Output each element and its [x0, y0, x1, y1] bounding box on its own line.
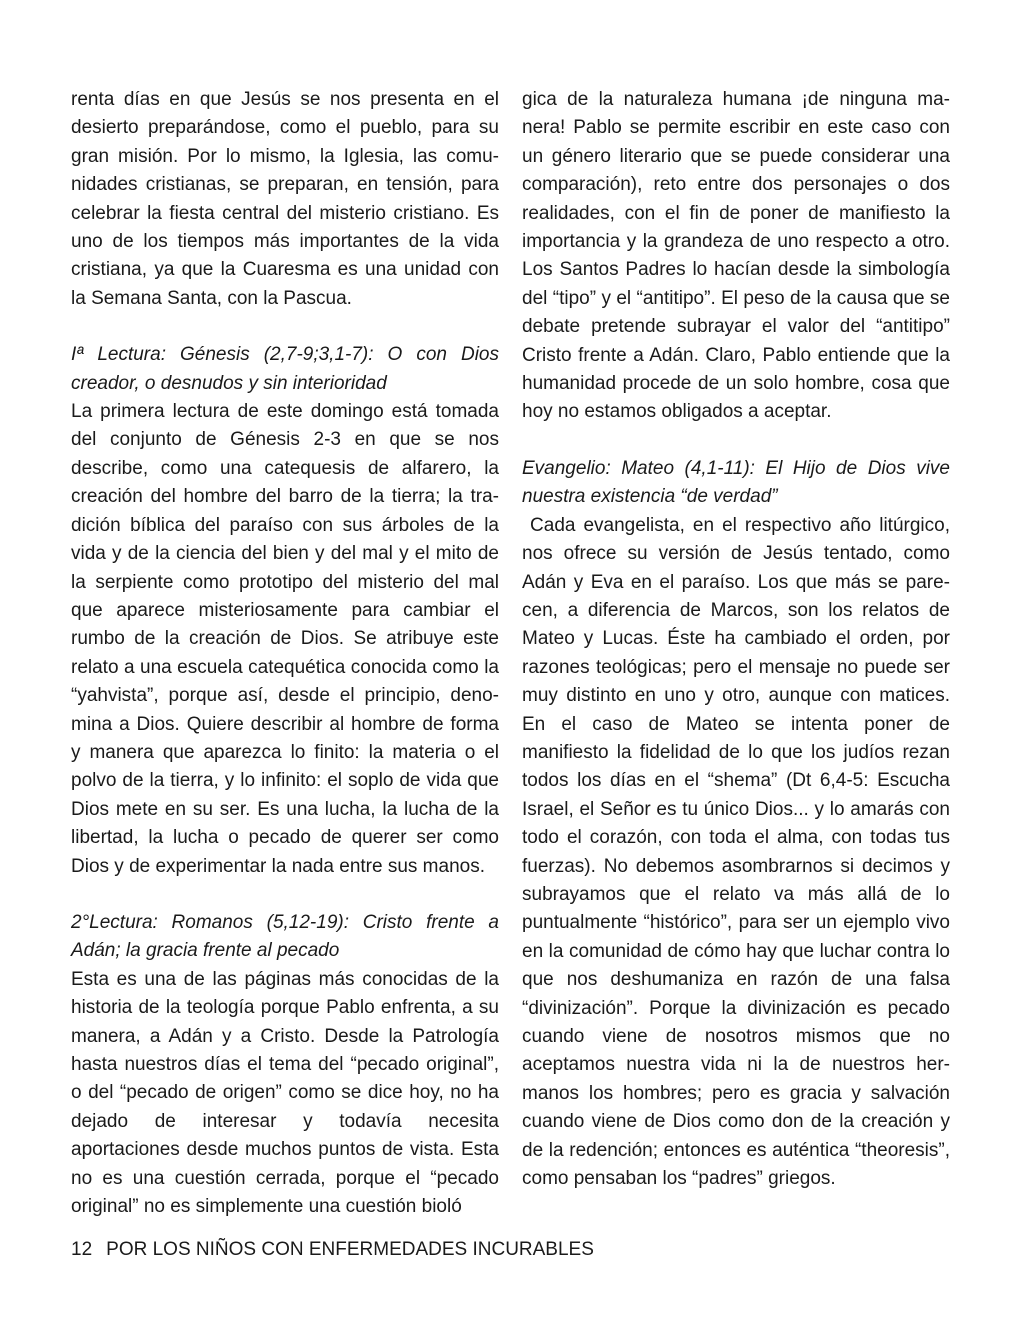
reading2-heading: 2°Lectura: Romanos (5,12-19): Cristo frente a Adán; la gracia frente al pecado: [71, 911, 499, 962]
running-title: POR LOS NIÑOS CON ENFERMEDADES INCURABLES: [106, 1239, 594, 1260]
reading2-continued-paragraph: gica de la naturaleza humana ¡de ninguna manera! Pablo se permite escribir en este caso con un género literario que se puede considerar una comparación), reto entre dos personajes o dos realidades, con el fin de poner de manifiesto la importancia y la grandeza de uno respecto a otro. Los Santos Padres lo hacían desde la simbología del “tipo” y el “antitipo”. El peso de la causa que se debate pretende subrayar el valor del “antitipo” Cristo frente a Adán. Claro, Pablo entiende que la humanidad procede de un solo hombre, cosa que hoy no estamos obligados a aceptar.: [522, 89, 950, 423]
page-footer: [71, 1236, 594, 1264]
gospel-paragraph: Cada evangelista, en el respectivo año litúrgico, nos ofrece su versión de Jesús tentado, como Adán y Eva en el paraíso. Los que más se parecen, a diferencia de Marcos, son los relatos de Mateo y Lucas. Éste ha cambiado el orden, por razones teológicas; pero el mensaje no puede ser muy distinto en uno y otro, aunque con matices. En el caso de Mateo se intenta poner de manifiesto la fidelidad de lo que los judíos rezan todos los días en el “shema” (Dt 6,4-5: Escucha Israel, el Señor es tu único Dios... y lo amarás con todo el corazón, con toda el alma, con todas tus fuerzas). No debemos asombrarnos si decimos y subrayamos que el relato va más allá de lo puntualmente “histórico”, para ser un ejemplo vivo en la comunidad de cómo hay que luchar contra lo que nos deshumaniza en razón de una falsa “divinización”. Porque la divinización es pecado cuando viene de nosotros mismos que no aceptamos nuestra vida ni la de nuestros hermanos los hombres; pero es gracia y salvación cuando viene de Dios como don de la creación y de la redención; entonces es auténtica “theoresis”, como pensaban los “padres” griegos.: [522, 514, 956, 1190]
right-column: [522, 86, 956, 1193]
reading2-paragraph: Esta es una de las páginas más conocidas de la historia de la teología porque Pablo enfrenta, a su manera, a Adán y a Cristo. Desde la Patrología hasta nuestros días el tema del “pecado original”, o del “pecado de origen” como se dice hoy, no ha dejado de interesar y todavía necesita aportaciones desde muchos puntos de vista. Esta no es una cuestión cerrada, porque el “pecado original” no es simplemente una cuestión bioló: [71, 968, 499, 1218]
gospel-heading: Evangelio: Mateo (4,1-11): El Hijo de Dios vive nuestra existencia “de verdad”: [522, 457, 950, 508]
page-number: 12: [71, 1239, 93, 1260]
left-column: [71, 86, 499, 1221]
reading1-paragraph: La primera lectura de este domingo está tomada del conjunto de Génesis 2-3 en que se nos describe, como una catequesis de alfarero, la creación del hombre del barro de la tierra; la tradición bíblica del paraíso con sus árboles de la vida y de la ciencia del bien y del mal y el mito de la serpiente como prototipo del misterio del mal que aparece misteriosamente para cambiar el rumbo de la creación de Dios. Se atribuye este relato a una escuela catequética conocida como la “yahvista”, porque así, desde el principio, denomina a Dios. Quiere describir al hombre de forma y manera que aparezca lo finito: la materia o el polvo de la tierra, y lo infinito: el soplo de vida que Dios mete en su ser. Es una lucha, la lucha de la libertad, la lucha o pecado de querer ser como Dios y de experimentar la nada entre sus manos.: [71, 401, 499, 877]
intro-paragraph: renta días en que Jesús se nos presenta en el desierto preparándose, como el pueblo, para su gran misión. Por lo mismo, la Iglesia, las comunidades cristianas, se preparan, en tensión, para celebrar la fiesta central del misterio cristiano. Es uno de los tiempos más importantes de la vida cristiana, ya que la Cuaresma es una unidad con la Semana Santa, con la Pascua.: [71, 89, 499, 309]
reading1-heading: Iª Lectura: Génesis (2,7-9;3,1-7): O con Dios creador, o desnudos y sin interioridad: [71, 344, 499, 394]
